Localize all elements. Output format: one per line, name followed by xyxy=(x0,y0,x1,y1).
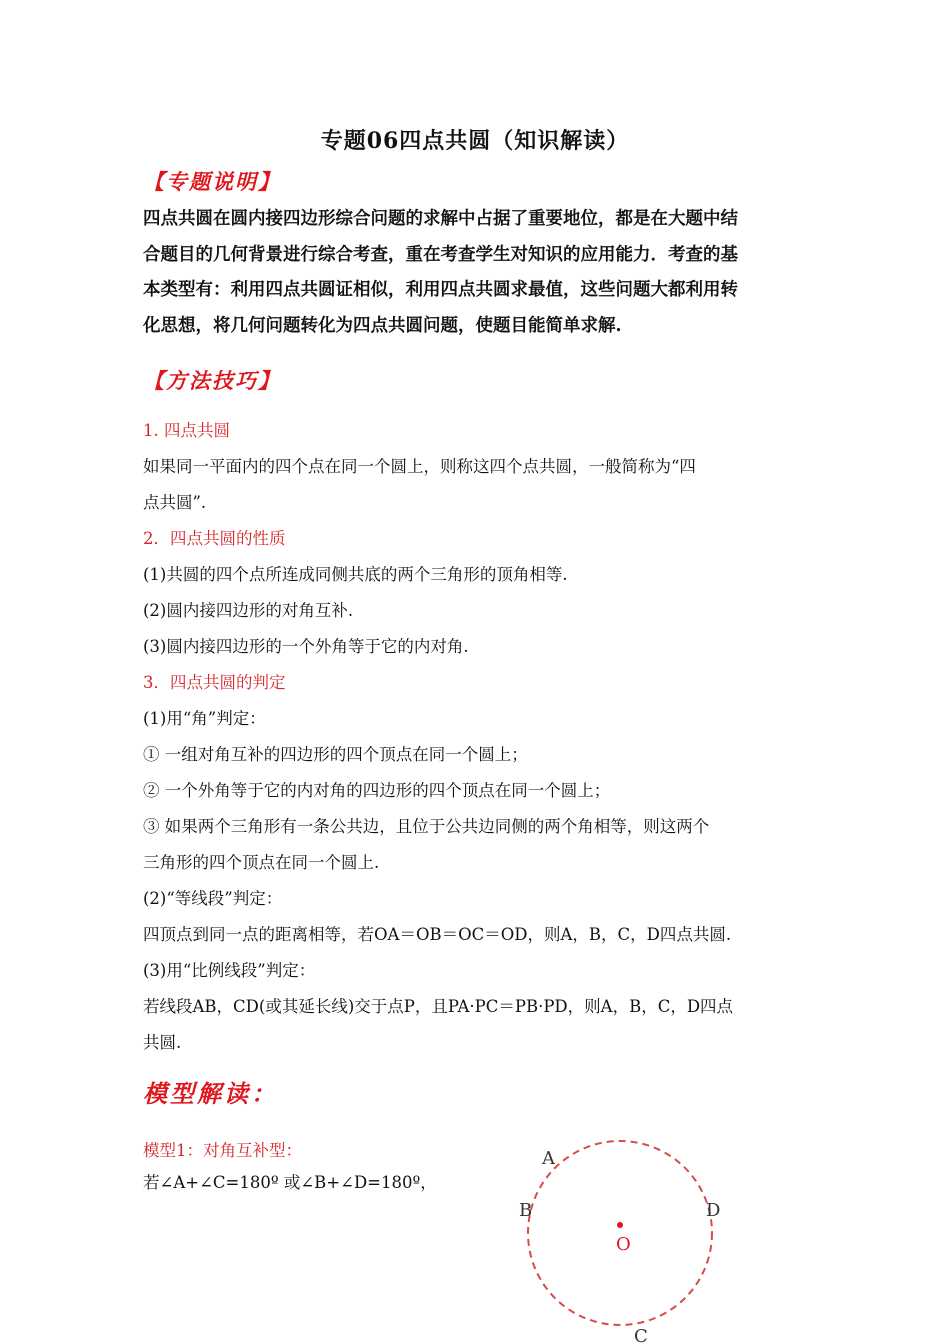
s1-title: 1. 四点共圆 xyxy=(143,421,230,440)
center-point xyxy=(617,1222,623,1228)
s2-title: 2．四点共圆的性质 xyxy=(143,529,286,548)
s3-criterion: ① 一组对角互补的四边形的四个顶点在同一个圆上； xyxy=(143,745,528,764)
s3-criterion: ② 一个外角等于它的内对角的四边形的四个顶点在同一个圆上； xyxy=(143,781,611,800)
label-c: C xyxy=(634,1326,648,1344)
explain-line: 合题目的几何背景进行综合考查，重在考查学生对知识的应用能力．考查的基 xyxy=(143,244,738,265)
explain-line: 四点共圆在圆内接四边形综合问题的求解中占据了重要地位，都是在大题中结 xyxy=(143,209,738,229)
label-d: D xyxy=(706,1200,721,1221)
s3-text: 若线段AB，CD(或其延长线)交于点P，且PA·PC＝PB·PD，则A，B，C，D四点 xyxy=(143,997,734,1016)
explain-heading: 【专题说明】 xyxy=(143,169,281,194)
label-a: A xyxy=(542,1148,555,1169)
s3-sub: (2)“等线段”判定： xyxy=(143,889,283,908)
model1-condition: 若∠A+∠C=180º 或∠B+∠D=180º， xyxy=(143,1173,437,1192)
s3-sub: (1)用“角”判定： xyxy=(143,709,266,728)
label-b: B xyxy=(519,1200,533,1221)
page-title: 专题06四点共圆（知识解读） xyxy=(320,128,630,154)
s2-item: (2)圆内接四边形的对角互补. xyxy=(143,601,354,620)
label-o: O xyxy=(616,1234,631,1255)
s1-line: 点共圆”. xyxy=(143,493,207,512)
circumcircle xyxy=(528,1141,712,1325)
methods-heading: 【方法技巧】 xyxy=(143,368,281,393)
explain-paragraph xyxy=(143,202,808,344)
s3-sub: (3)用“比例线段”判定： xyxy=(143,961,316,980)
s2-item: (3)圆内接四边形的一个外角等于它的内对角. xyxy=(143,637,469,656)
s3-criterion: ③ 如果两个三角形有一条公共边，且位于公共边同侧的两个角相等，则这两个 xyxy=(143,817,710,836)
s3-title: 3．四点共圆的判定 xyxy=(143,673,286,692)
explain-line: 化思想，将几何问题转化为四点共圆问题，使题目能简单求解. xyxy=(143,315,622,336)
s3-text: 共圆. xyxy=(143,1033,182,1052)
s3-text: 四顶点到同一点的距离相等，若OA＝OB＝OC＝OD，则A，B，C，D四点共圆. xyxy=(143,925,732,944)
s1-line: 如果同一平面内的四个点在同一个圆上，则称这四个点共圆，一般简称为“四 xyxy=(143,457,696,476)
s3-criterion: 三角形的四个顶点在同一个圆上. xyxy=(143,853,380,872)
cyclic-circle-diagram xyxy=(508,1140,748,1344)
s2-item: (1)共圆的四个点所连成同侧共底的两个三角形的顶角相等. xyxy=(143,565,568,584)
model-heading: 模型解读： xyxy=(143,1079,278,1108)
explain-line: 本类型有：利用四点共圆证相似，利用四点共圆求最值，这些问题大都利用转 xyxy=(143,280,738,300)
model1-title: 模型1：对角互补型： xyxy=(143,1141,302,1160)
